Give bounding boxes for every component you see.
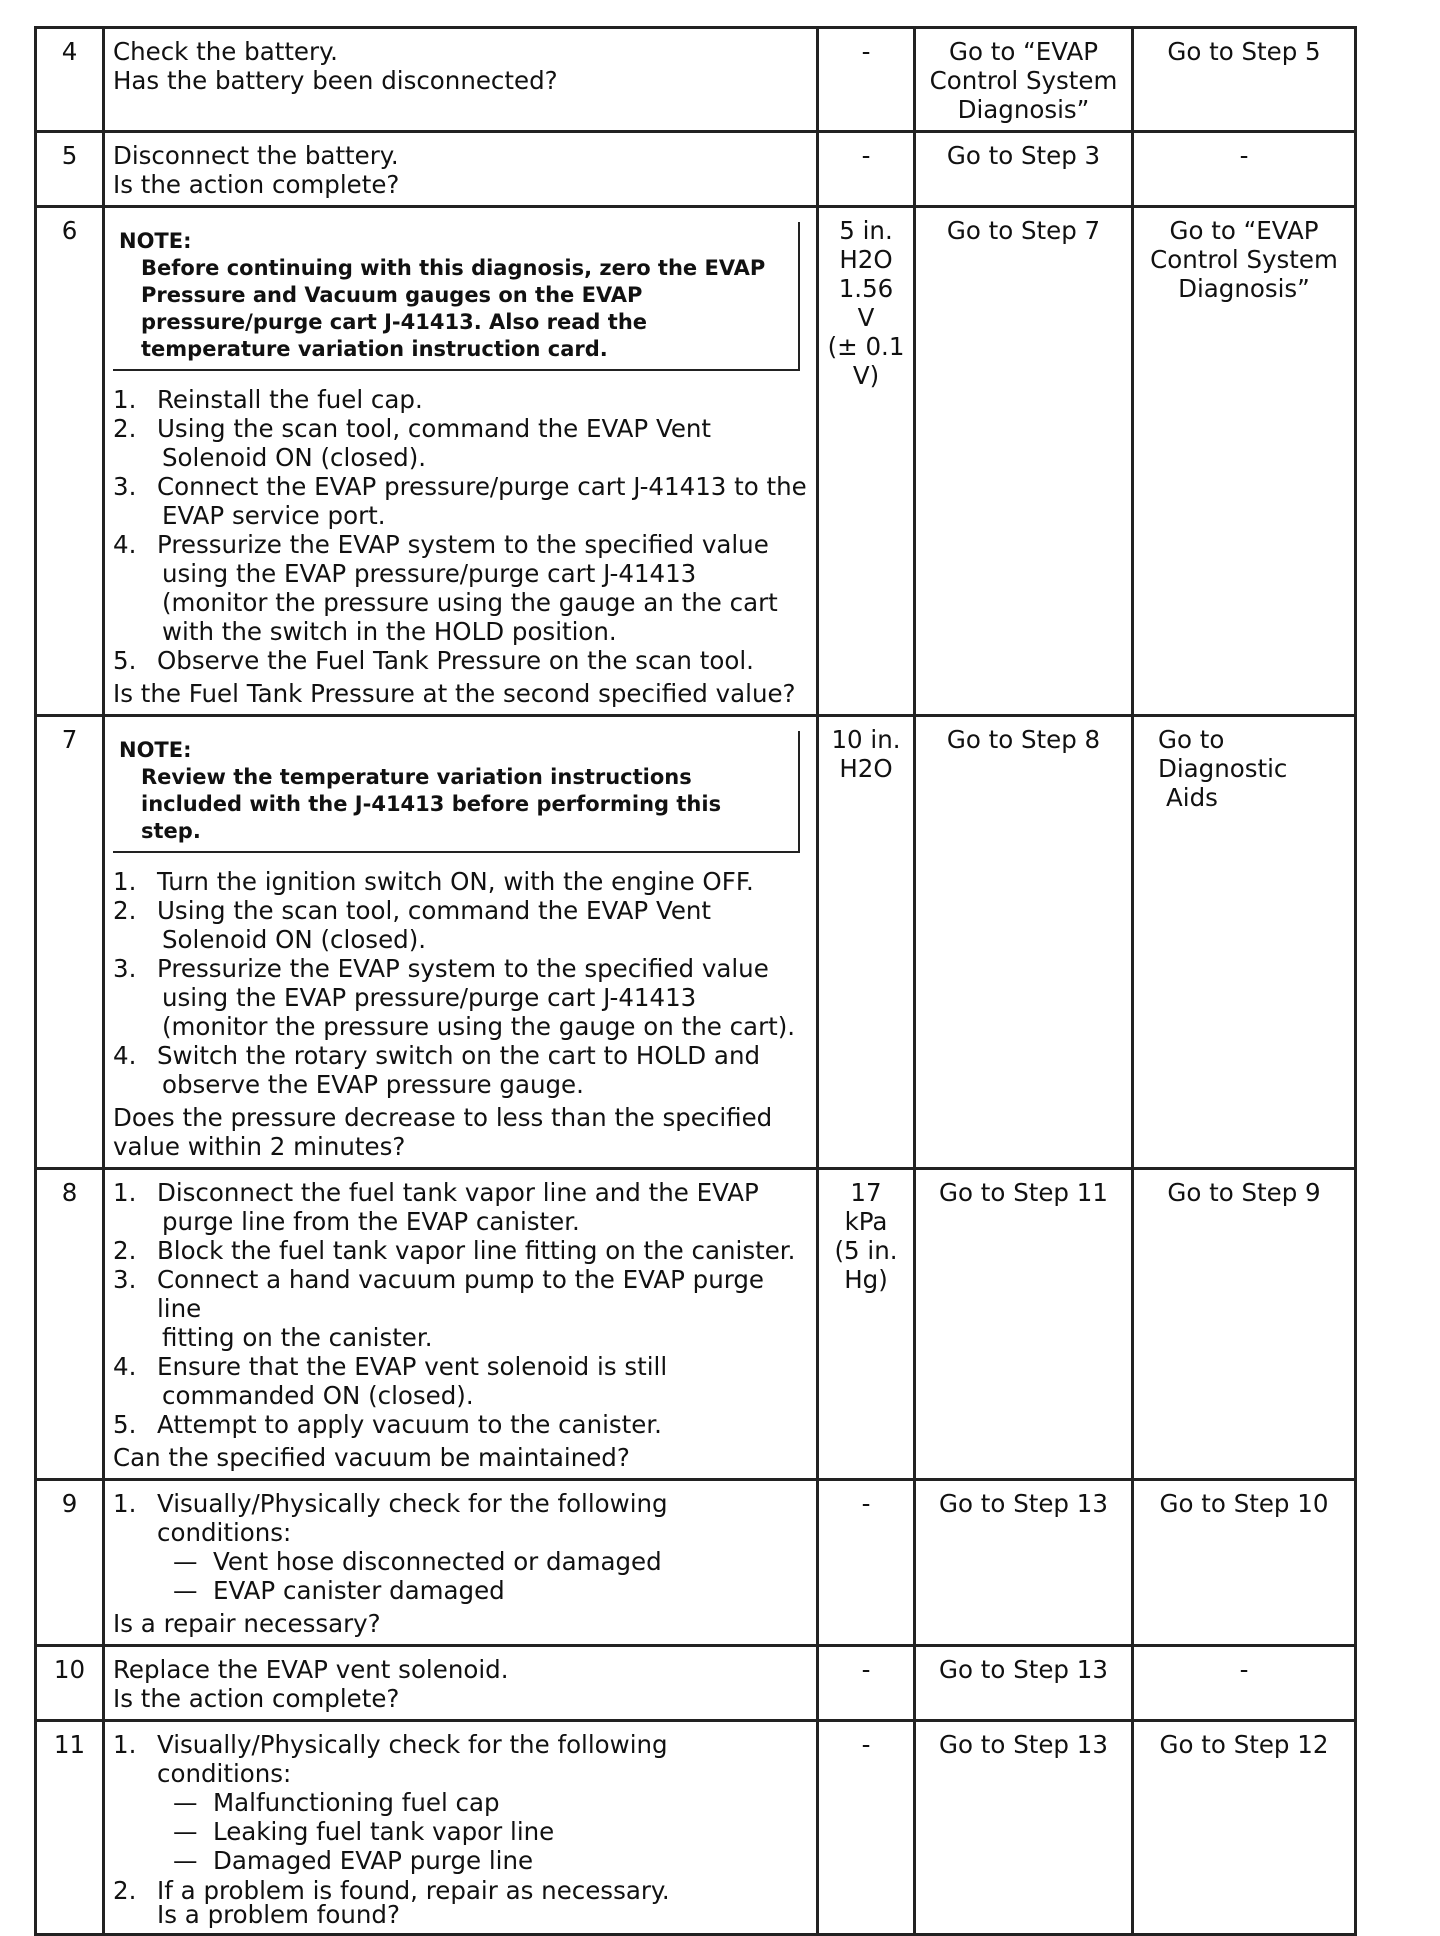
no-cell: [1133, 207, 1356, 716]
no-line: Go to Step 5: [1167, 37, 1321, 66]
item-text: (monitor the pressure using the gauge on the cart).: [162, 1012, 796, 1041]
item-text: Pressurize the EVAP system to the specified value: [157, 530, 769, 559]
value-cell: [818, 716, 915, 1169]
dash-bullet: —: [173, 1547, 198, 1576]
item-number: 5.: [113, 646, 137, 675]
item-text: Switch the rotary switch on the cart to HOLD and: [157, 1041, 761, 1070]
item-number: 1.: [113, 385, 137, 414]
item-text: If a problem is found, repair as necessary.: [157, 1876, 670, 1905]
step-list: [113, 1876, 808, 1929]
no-line: -: [1239, 141, 1249, 170]
step-number: 11: [36, 1721, 104, 1935]
value-line: H2O: [839, 754, 893, 783]
table-row: [36, 28, 1356, 132]
step-number: 5: [36, 132, 104, 207]
value-cell: -: [818, 132, 915, 207]
item-number: 1.: [113, 1178, 137, 1207]
item-text: Solenoid ON (closed).: [162, 443, 427, 472]
item-number: 2.: [113, 414, 137, 443]
item-text: Block the fuel tank vapor line fitting on the canister.: [157, 1236, 796, 1265]
yes-cell: [915, 1480, 1133, 1646]
sub-item: [113, 1788, 808, 1817]
dash-bullet: —: [173, 1846, 198, 1875]
list-item: [113, 1041, 808, 1099]
table-row: [36, 1721, 1356, 1935]
item-number: 3.: [113, 472, 137, 501]
item-number: 3.: [113, 954, 137, 983]
table-row: [36, 207, 1356, 716]
item-text: Connect the EVAP pressure/purge cart J-41413 to the: [157, 472, 807, 501]
item-number: 2.: [113, 896, 137, 925]
yes-line: Control System: [929, 66, 1118, 95]
no-line: Go to Step 12: [1159, 1730, 1329, 1759]
action-cell: [104, 1169, 818, 1480]
value-cell: -: [818, 1721, 915, 1935]
question-line: Can the specified vacuum be maintained?: [113, 1443, 630, 1472]
action-cell: [104, 1646, 818, 1721]
note-line: temperature variation instruction card.: [141, 337, 608, 361]
note-box: [113, 222, 800, 371]
step-number: 8: [36, 1169, 104, 1480]
sub-item-text: Leaking fuel tank vapor line: [213, 1817, 555, 1846]
item-text: Using the scan tool, command the EVAP Vent: [157, 896, 712, 925]
question-line: Is the action complete?: [113, 1684, 400, 1713]
note-line: Pressure and Vacuum gauges on the EVAP: [141, 283, 643, 307]
yes-cell: [915, 28, 1133, 132]
yes-line: Go to Step 13: [939, 1730, 1108, 1759]
no-cell: [1133, 1480, 1356, 1646]
question-line: Has the battery been disconnected?: [113, 66, 558, 95]
question-line: Is a problem found?: [157, 1900, 400, 1929]
value-line: kPa: [844, 1207, 888, 1236]
no-line: Go to: [1158, 725, 1225, 754]
value-line: 10 in.: [831, 725, 901, 754]
question-line: Is a repair necessary?: [113, 1609, 381, 1638]
no-line: Go to Step 10: [1159, 1489, 1329, 1518]
sub-item: [113, 1817, 808, 1846]
note-title: NOTE:: [119, 738, 192, 762]
item-text: Solenoid ON (closed).: [162, 925, 427, 954]
sub-item: [113, 1576, 808, 1605]
yes-line: Go to Step 13: [939, 1655, 1108, 1684]
list-item: [113, 896, 808, 954]
action-cell: [104, 132, 818, 207]
no-line: Diagnostic: [1158, 754, 1288, 783]
item-text: fitting on the canister.: [162, 1323, 433, 1352]
list-item: [113, 1236, 808, 1265]
sub-item: [113, 1547, 808, 1576]
yes-line: Go to Step 13: [939, 1489, 1108, 1518]
item-text: purge line from the EVAP canister.: [162, 1207, 580, 1236]
list-item: [113, 1352, 808, 1410]
item-number: 4.: [113, 1352, 137, 1381]
item-number: 3.: [113, 1265, 137, 1294]
action-line: Check the battery.: [113, 37, 338, 66]
item-text: Disconnect the fuel tank vapor line and the EVAP: [157, 1178, 759, 1207]
step-number: 9: [36, 1480, 104, 1646]
list-item: [113, 867, 808, 896]
item-text: Reinstall the fuel cap.: [157, 385, 423, 414]
item-text: using the EVAP pressure/purge cart J-41413: [162, 983, 697, 1012]
value-line: 1.56 V: [838, 274, 894, 332]
dash-bullet: —: [173, 1576, 198, 1605]
note-line: step.: [141, 819, 201, 843]
table-row: [36, 1169, 1356, 1480]
yes-line: Go to Step 3: [946, 141, 1101, 170]
step-number: 7: [36, 716, 104, 1169]
action-cell: [104, 1480, 818, 1646]
item-text: Pressurize the EVAP system to the specified value: [157, 954, 769, 983]
item-text: EVAP service port.: [162, 501, 386, 530]
item-text: using the EVAP pressure/purge cart J-41413: [162, 559, 697, 588]
table-row: [36, 1646, 1356, 1721]
yes-cell: [915, 1169, 1133, 1480]
question-line: Is the Fuel Tank Pressure at the second specified value?: [113, 679, 796, 708]
action-cell: [104, 28, 818, 132]
list-item: [113, 414, 808, 472]
sub-item-text: Damaged EVAP purge line: [213, 1846, 534, 1875]
item-number: 1.: [113, 1489, 137, 1518]
note-line: pressure/purge cart J-41413. Also read the: [141, 310, 648, 334]
item-number: 5.: [113, 1410, 137, 1439]
no-cell: [1133, 1721, 1356, 1935]
item-number: 2.: [113, 1876, 137, 1905]
note-line: Review the temperature variation instructions: [141, 765, 692, 789]
no-cell: [1133, 716, 1356, 1169]
step-list: [113, 1730, 808, 1788]
value-line: V): [852, 361, 880, 390]
list-item: [113, 646, 808, 675]
item-text: commanded ON (closed).: [162, 1381, 474, 1410]
diagnostic-table: [34, 26, 1357, 1936]
no-cell: [1133, 28, 1356, 132]
list-item: [113, 1876, 808, 1929]
list-item: [113, 530, 808, 646]
value-line: (± 0.1: [827, 332, 905, 361]
item-number: 4.: [113, 1041, 137, 1070]
item-text: Using the scan tool, command the EVAP Vent: [157, 414, 712, 443]
question-line: Is the action complete?: [113, 170, 400, 199]
item-text: Attempt to apply vacuum to the canister.: [157, 1410, 662, 1439]
list-item: [113, 472, 808, 530]
step-list: [113, 385, 808, 675]
item-text: Turn the ignition switch ON, with the engine OFF.: [157, 867, 754, 896]
sub-item-text: Vent hose disconnected or damaged: [213, 1547, 662, 1576]
step-number: 4: [36, 28, 104, 132]
value-line: Hg): [844, 1265, 888, 1294]
diagnostic-table-page: [34, 26, 1354, 1936]
item-text: (monitor the pressure using the gauge an the cart: [162, 588, 778, 617]
table-row: [36, 716, 1356, 1169]
step-number: 10: [36, 1646, 104, 1721]
yes-cell: [915, 132, 1133, 207]
yes-line: Go to Step 8: [946, 725, 1101, 754]
value-cell: [818, 1169, 915, 1480]
step-number: 6: [36, 207, 104, 716]
value-cell: -: [818, 1480, 915, 1646]
note-box: [113, 731, 800, 853]
list-item: [113, 1489, 808, 1547]
sub-item-text: Malfunctioning fuel cap: [213, 1788, 500, 1817]
item-text: Visually/Physically check for the following conditions:: [157, 1489, 668, 1547]
yes-cell: [915, 207, 1133, 716]
no-cell: [1133, 1169, 1356, 1480]
value-line: H2O: [839, 245, 893, 274]
no-line: Diagnosis”: [1178, 274, 1310, 303]
item-number: 1.: [113, 1730, 137, 1759]
note-line: Before continuing with this diagnosis, zero the EVAP: [141, 256, 766, 280]
yes-line: Go to Step 11: [939, 1178, 1108, 1207]
table-row: [36, 1480, 1356, 1646]
step-list: [113, 1178, 808, 1439]
yes-line: Go to “EVAP: [948, 37, 1099, 66]
list-item: [113, 1265, 808, 1352]
item-text: Observe the Fuel Tank Pressure on the scan tool.: [157, 646, 754, 675]
item-text: observe the EVAP pressure gauge.: [162, 1070, 584, 1099]
action-line: Disconnect the battery.: [113, 141, 399, 170]
value-cell: -: [818, 1646, 915, 1721]
yes-line: Diagnosis”: [957, 95, 1090, 124]
no-line: Control System: [1150, 245, 1338, 274]
no-line: Go to “EVAP: [1169, 216, 1319, 245]
value-cell: -: [818, 28, 915, 132]
item-number: 1.: [113, 867, 137, 896]
list-item: [113, 954, 808, 1041]
action-line: Replace the EVAP vent solenoid.: [113, 1655, 509, 1684]
list-item: [113, 1178, 808, 1236]
value-line: 5 in.: [839, 216, 893, 245]
item-number: 2.: [113, 1236, 137, 1265]
no-line: Aids: [1166, 783, 1218, 812]
no-cell: [1133, 132, 1356, 207]
value-line: (5 in.: [834, 1236, 898, 1265]
item-text: with the switch in the HOLD position.: [162, 617, 617, 646]
note-title: NOTE:: [119, 229, 192, 253]
item-number: 4.: [113, 530, 137, 559]
step-list: [113, 1489, 808, 1547]
yes-cell: [915, 716, 1133, 1169]
item-text: Ensure that the EVAP vent solenoid is still: [157, 1352, 668, 1381]
question-line: value within 2 minutes?: [113, 1132, 406, 1161]
item-text: Connect a hand vacuum pump to the EVAP purge line: [157, 1265, 764, 1323]
action-cell: [104, 716, 818, 1169]
list-item: [113, 1410, 808, 1439]
step-list: [113, 867, 808, 1099]
yes-line: Go to Step 7: [946, 216, 1101, 245]
action-cell: [104, 1721, 818, 1935]
table-row: [36, 132, 1356, 207]
sub-item: [113, 1846, 808, 1875]
yes-cell: [915, 1646, 1133, 1721]
no-cell: [1133, 1646, 1356, 1721]
list-item: [113, 1730, 808, 1788]
sub-item-text: EVAP canister damaged: [213, 1576, 505, 1605]
note-line: included with the J-41413 before performing this: [141, 792, 722, 816]
action-cell: [104, 207, 818, 716]
question-line: Does the pressure decrease to less than the specified: [113, 1103, 773, 1132]
dash-bullet: —: [173, 1788, 198, 1817]
value-line: 17: [850, 1178, 882, 1207]
value-cell: [818, 207, 915, 716]
yes-cell: [915, 1721, 1133, 1935]
no-line: Go to Step 9: [1167, 1178, 1321, 1207]
item-text: Visually/Physically check for the following conditions:: [157, 1730, 668, 1788]
no-line: -: [1239, 1655, 1249, 1684]
dash-bullet: —: [173, 1817, 198, 1846]
list-item: [113, 385, 808, 414]
